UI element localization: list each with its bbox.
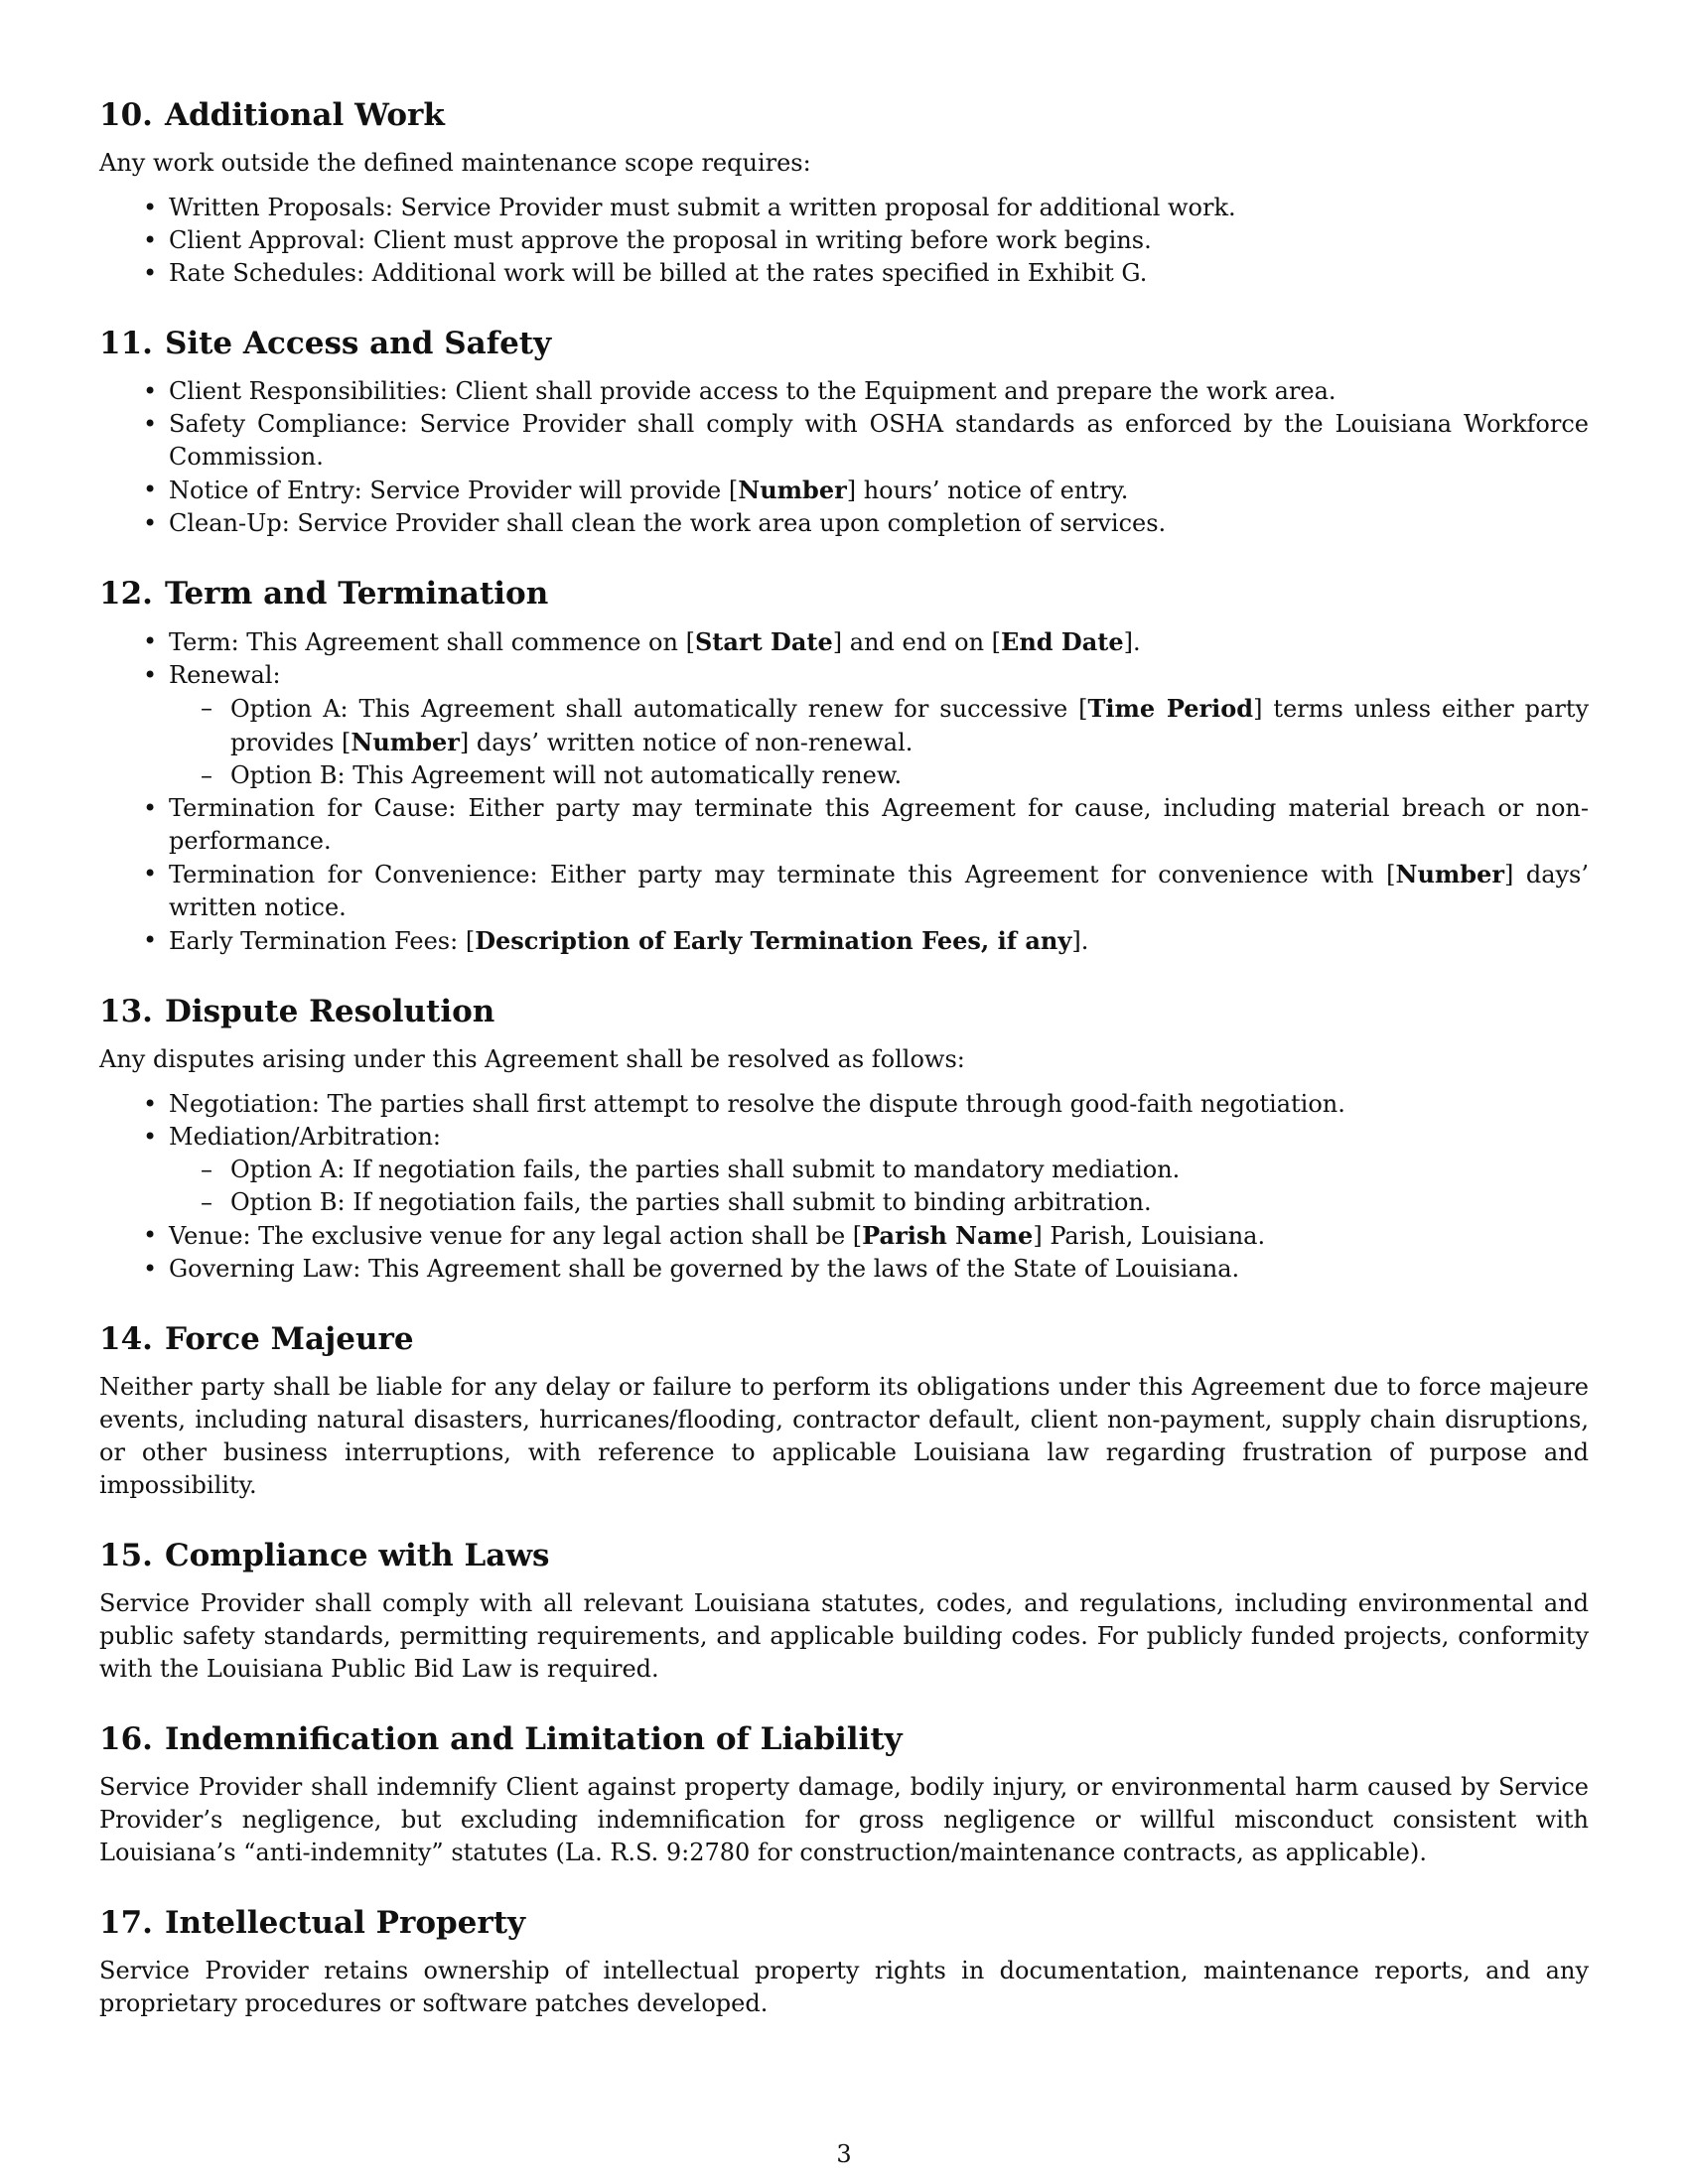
section-force-majeure [99, 1319, 1589, 1502]
placeholder-field: Parish Name [862, 1221, 1034, 1250]
list-item: • Safety Compliance: Service Provider shall comply with OSHA standards as enforced by the Louisiana Workforce Commission. [99, 408, 1589, 474]
section-additional-work [99, 95, 1589, 290]
list-item: • Client Responsibilities: Client shall provide access to the Equipment and prepare the work area. [99, 375, 1589, 408]
list-item: • Venue: The exclusive venue for any legal action shall be [Parish Name] Parish, Louisiana. [99, 1219, 1589, 1253]
sub-list [169, 1154, 1589, 1219]
list-item: • Termination for Convenience: Either party may terminate this Agreement for convenience with [Number] days’ written notice. [99, 858, 1589, 924]
list-item: • Written Proposals: Service Provider must submit a written proposal for additional work. [99, 192, 1589, 224]
section-site-access [99, 324, 1589, 540]
sub-list-item: – Option B: If negotiation fails, the parties shall submit to binding arbitration. [169, 1186, 1589, 1219]
list-item: • Clean-Up: Service Provider shall clean the work area upon completion of services. [99, 507, 1589, 540]
section-intro: Any work outside the defined maintenance scope requires: [99, 149, 811, 177]
section-body: Service Provider shall indemnify Client against property damage, bodily injury, or environmental harm caused by Service Provider’s negligence, but excluding indemnification for gross negligence or willful misconduct consistent with Louisiana’s “anti-indemnity” statutes (La. R.S. 9:2780 for construction/maintenance contracts, as applicable). [99, 1773, 1589, 1866]
sub-list-item: – Option A: This Agreement shall automatically renew for successive [Time Period] terms unless either party provides [Number] days’ written notice of non-renewal. [169, 692, 1589, 759]
section-heading: 13. Dispute Resolution [99, 994, 495, 1029]
list-item: • Term: This Agreement shall commence on [Start Date] and end on [End Date]. [99, 625, 1589, 659]
section-heading: 17. Intellectual Property [99, 1905, 526, 1941]
list-item: • Governing Law: This Agreement shall be governed by the laws of the State of Louisiana. [99, 1253, 1589, 1286]
section-term-termination [99, 574, 1589, 958]
bullet-list [99, 375, 1589, 540]
placeholder-field: Number [351, 728, 460, 756]
document-page [99, 95, 1589, 2054]
section-heading: 14. Force Majeure [99, 1321, 414, 1357]
bullet-list [99, 192, 1589, 290]
placeholder-field: Number [738, 476, 847, 504]
section-heading: 12. Term and Termination [99, 576, 549, 612]
list-item: • Rate Schedules: Additional work will be billed at the rates specified in Exhibit G. [99, 257, 1589, 290]
list-item: • Mediation/Arbitration: – Option A: If negotiation fails, the parties shall submit to mandatory mediation. – Option B: If negotiation fails, the parties shall submit to binding arbitration. [99, 1121, 1589, 1219]
sub-list-item: – Option A: If negotiation fails, the parties shall submit to mandatory mediation. [169, 1154, 1589, 1186]
section-heading: 10. Additional Work [99, 97, 445, 133]
section-heading: 16. Indemnification and Limitation of Liability [99, 1721, 903, 1757]
section-intellectual-property [99, 1903, 1589, 2020]
list-item: • Client Approval: Client must approve the proposal in writing before work begins. [99, 224, 1589, 257]
placeholder-field: Start Date [694, 627, 833, 656]
placeholder-field: Number [1395, 860, 1504, 888]
section-heading: 15. Compliance with Laws [99, 1538, 550, 1573]
list-item: • Early Termination Fees: [Description of Early Termination Fees, if any]. [99, 924, 1589, 958]
bullet-list [99, 1088, 1589, 1286]
section-heading: 11. Site Access and Safety [99, 326, 552, 361]
page-number: 3 [836, 2140, 852, 2168]
section-dispute-resolution [99, 992, 1589, 1286]
list-item: • Termination for Cause: Either party may terminate this Agreement for cause, including material breach or non-performance. [99, 792, 1589, 858]
list-item: • Renewal: – Option A: This Agreement shall automatically renew for successive [Time Period] terms unless either party provides [Number] days’ written notice of non-renewal. – Option B: This Agreement will not automatically renew. [99, 659, 1589, 792]
placeholder-field: Time Period [1087, 694, 1254, 723]
placeholder-field: End Date [1001, 627, 1124, 656]
section-compliance [99, 1536, 1589, 1686]
placeholder-field: Description of Early Termination Fees, if any [475, 926, 1072, 955]
sub-list [169, 692, 1589, 792]
section-intro: Any disputes arising under this Agreement shall be resolved as follows: [99, 1045, 965, 1073]
section-body: Service Provider retains ownership of intellectual property rights in documentation, maintenance reports, and any proprietary procedures or software patches developed. [99, 1957, 1589, 2017]
list-item: • Notice of Entry: Service Provider will provide [Number] hours’ notice of entry. [99, 474, 1589, 507]
bullet-list [99, 625, 1589, 958]
section-body: Service Provider shall comply with all relevant Louisiana statutes, codes, and regulations, including environmental and public safety standards, permitting requirements, and applicable building codes. For publicly funded projects, conformity with the Louisiana Public Bid Law is required. [99, 1589, 1589, 1683]
list-item: • Negotiation: The parties shall first attempt to resolve the dispute through good-faith negotiation. [99, 1088, 1589, 1121]
sub-list-item: – Option B: This Agreement will not automatically renew. [169, 759, 1589, 792]
section-indemnification [99, 1719, 1589, 1869]
section-body: Neither party shall be liable for any delay or failure to perform its obligations under this Agreement due to force majeure events, including natural disasters, hurricanes/flooding, contractor default, client non-payment, supply chain disruptions, or other business interruptions, with reference to applicable Louisiana law regarding frustration of purpose and impossibility. [99, 1373, 1589, 1499]
